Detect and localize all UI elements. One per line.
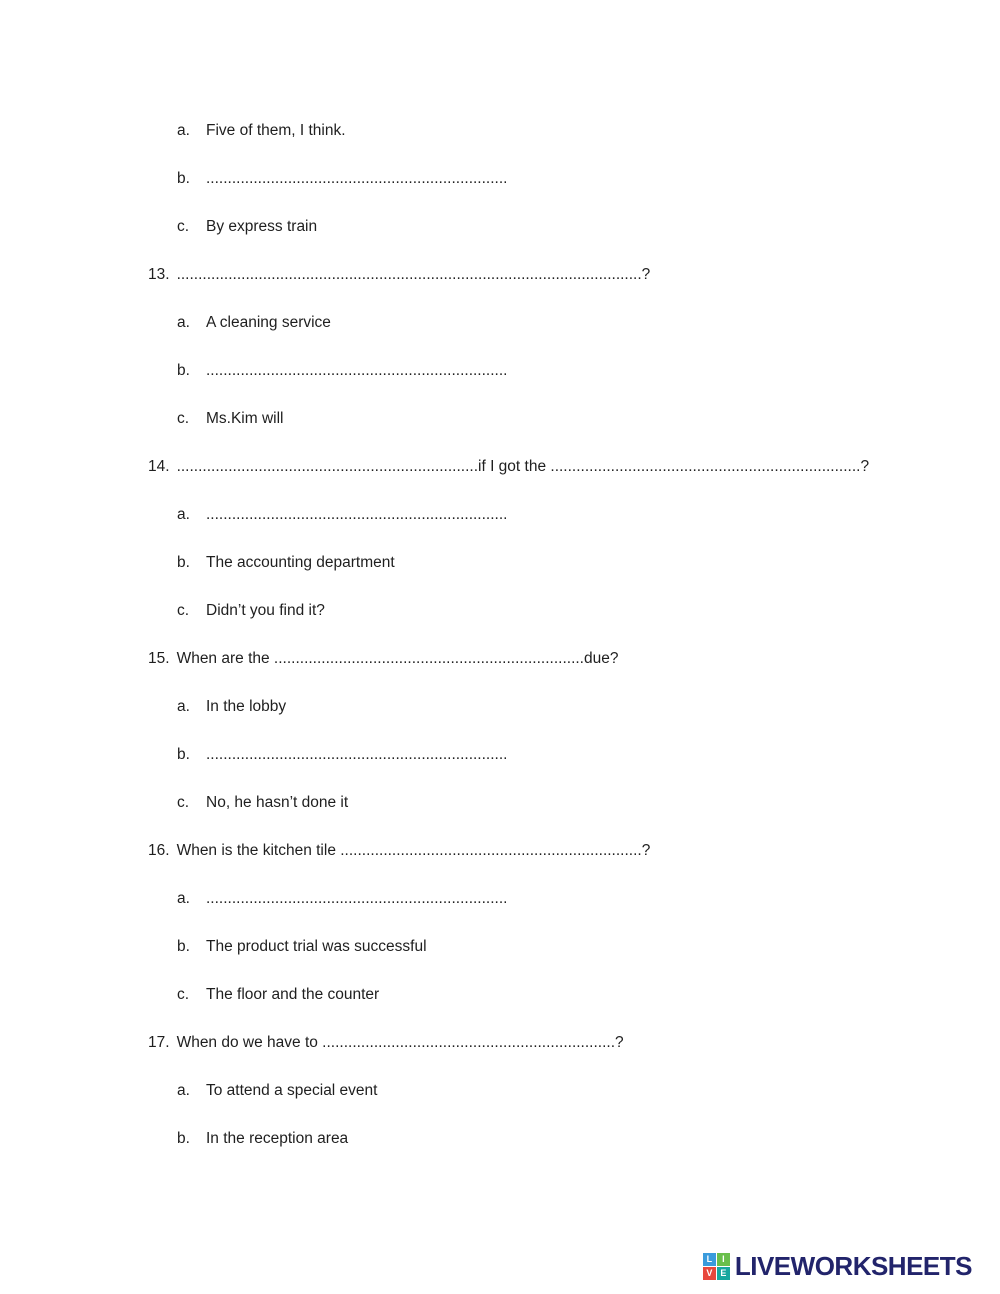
liveworksheets-logo[interactable] <box>703 1251 972 1282</box>
option-label: c. <box>177 794 190 811</box>
question-number: 15. <box>148 650 170 667</box>
option-line <box>148 600 948 622</box>
option-text: In the reception area <box>206 1130 349 1147</box>
logo-letter-e: E <box>717 1267 730 1280</box>
logo-letter-l: L <box>703 1253 716 1266</box>
option-label: b. <box>177 362 190 379</box>
option-blank: ...................................................................... <box>206 170 508 187</box>
option-label: c. <box>177 602 190 619</box>
option-text: No, he hasn’t done it <box>206 794 349 811</box>
option-text: Five of them, I think. <box>206 122 346 139</box>
question-line <box>148 840 948 862</box>
option-text: The accounting department <box>206 554 395 571</box>
option-label: a. <box>177 122 190 139</box>
option-label: b. <box>177 746 190 763</box>
option-line <box>148 744 948 766</box>
question-line <box>148 648 948 670</box>
option-blank: ...................................................................... <box>206 890 508 907</box>
option-label: a. <box>177 698 190 715</box>
liveworksheets-icon <box>703 1253 730 1280</box>
option-label: b. <box>177 170 190 187</box>
question-prompt: When are the ........................................................................due? <box>176 650 619 667</box>
question-number: 17. <box>148 1034 170 1051</box>
option-line <box>148 120 948 142</box>
option-line <box>148 792 948 814</box>
option-text: Ms.Kim will <box>206 410 284 427</box>
logo-letter-i: I <box>717 1253 730 1266</box>
logo-letter-v: V <box>703 1267 716 1280</box>
option-label: b. <box>177 938 190 955</box>
option-label: c. <box>177 410 190 427</box>
question-prompt: ......................................................................if I got the ........................................................................? <box>176 458 870 475</box>
option-text: In the lobby <box>206 698 287 715</box>
option-text: The floor and the counter <box>206 986 380 1003</box>
question-prompt: ............................................................................................................? <box>176 266 651 283</box>
option-line <box>148 168 948 190</box>
option-text: The product trial was successful <box>206 938 427 955</box>
option-line <box>148 936 948 958</box>
option-line <box>148 552 948 574</box>
option-line <box>148 1128 948 1150</box>
option-text: A cleaning service <box>206 314 331 331</box>
question-prompt: When do we have to ....................................................................? <box>176 1034 624 1051</box>
worksheet-page <box>148 120 948 1176</box>
option-line <box>148 696 948 718</box>
option-line <box>148 504 948 526</box>
brand-text: LIVEWORKSHEETS <box>734 1251 972 1281</box>
question-line <box>148 1032 948 1054</box>
option-text: By express train <box>206 218 318 235</box>
option-label: b. <box>177 1130 190 1147</box>
question-number: 13. <box>148 266 170 283</box>
option-blank: ...................................................................... <box>206 746 508 763</box>
question-line <box>148 264 948 286</box>
option-text: Didn’t you find it? <box>206 602 325 619</box>
question-line <box>148 456 948 478</box>
option-line <box>148 312 948 334</box>
option-line <box>148 1080 948 1102</box>
option-label: a. <box>177 1082 190 1099</box>
option-line <box>148 984 948 1006</box>
option-label: c. <box>177 986 190 1003</box>
option-label: a. <box>177 506 190 523</box>
question-prompt: When is the kitchen tile ......................................................................? <box>176 842 651 859</box>
option-label: c. <box>177 218 190 235</box>
question-number: 16. <box>148 842 170 859</box>
option-line <box>148 216 948 238</box>
option-blank: ...................................................................... <box>206 506 508 523</box>
option-label: a. <box>177 314 190 331</box>
option-label: b. <box>177 554 190 571</box>
option-line <box>148 888 948 910</box>
option-text: To attend a special event <box>206 1082 378 1099</box>
question-number: 14. <box>148 458 170 475</box>
option-blank: ...................................................................... <box>206 362 508 379</box>
option-line <box>148 360 948 382</box>
option-label: a. <box>177 890 190 907</box>
option-line <box>148 408 948 430</box>
